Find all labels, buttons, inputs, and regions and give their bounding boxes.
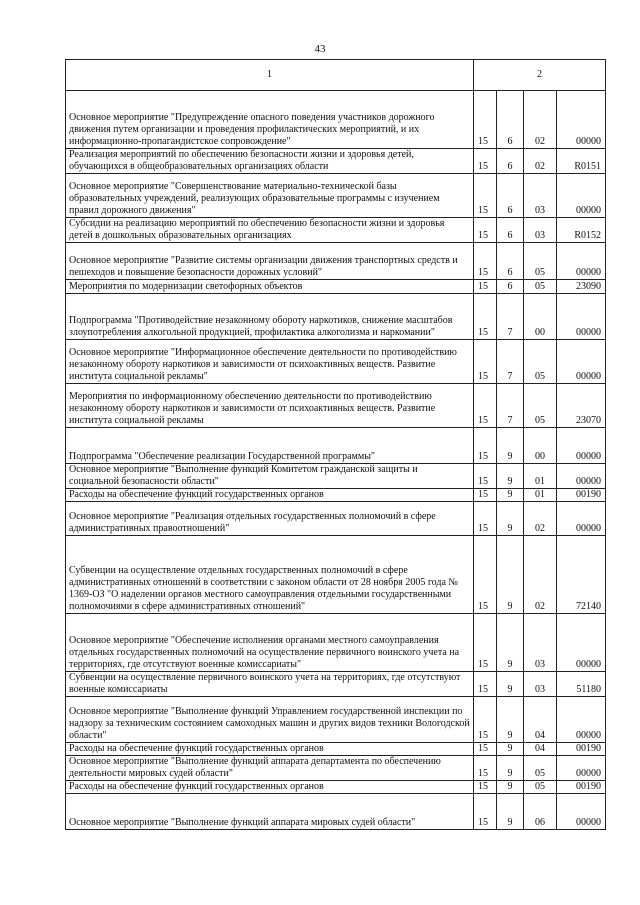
row-code-subprogram: 6 [497,149,524,174]
row-code-chapter: 15 [474,794,497,830]
row-name-cell: Основное мероприятие "Информационное обеспечение деятельности по противодействию незаконному обороту наркотиков и зависимости от психоактивных веществ. Развитие института социальной рекламы" [66,340,474,384]
row-code-subprogram: 6 [497,174,524,218]
row-code-subprogram: 7 [497,384,524,428]
row-code-chapter: 15 [474,340,497,384]
row-name-cell: Расходы на обеспечение функций государственных органов [66,781,474,794]
row-code-event: 02 [524,502,557,536]
row-code-direction: 00000 [557,464,606,489]
row-name-cell: Расходы на обеспечение функций государственных органов [66,489,474,502]
row-code-direction: 00000 [557,428,606,464]
row-code-direction: 00000 [557,340,606,384]
table-row [66,743,606,756]
row-code-event: 01 [524,489,557,502]
row-code-event: 02 [524,149,557,174]
header-column-1: 1 [66,60,474,91]
row-name-cell: Основное мероприятие "Совершенствование материально-технической базы образовательных учреждений, реализующих образовательные программы с изучением правил дорожного движения" [66,174,474,218]
row-code-subprogram: 9 [497,428,524,464]
row-name-cell: Субвенции на осуществление отдельных государственных полномочий в сфере административных отношений в соответствии с законом области от 28 ноября 2005 года № 1369-ОЗ "О наделении органов местного самоуправления отдельными государственными полномочиями в сфере административных отношений" [66,536,474,614]
table-row [66,489,606,502]
row-code-event: 00 [524,428,557,464]
row-code-subprogram: 9 [497,781,524,794]
row-code-event: 02 [524,91,557,149]
table-row [66,340,606,384]
row-name-cell: Подпрограмма "Противодействие незаконному обороту наркотиков, снижение масштабов злоупотребления алкогольной продукцией, профилактика алкоголизма и наркомании" [66,294,474,340]
row-code-chapter: 15 [474,294,497,340]
row-name-cell: Основное мероприятие "Выполнение функций аппарата мировых судей области" [66,794,474,830]
table-row [66,614,606,672]
row-code-direction: 00190 [557,781,606,794]
table-row [66,294,606,340]
table-row [66,756,606,781]
row-code-event: 06 [524,794,557,830]
row-code-event: 01 [524,464,557,489]
table-row [66,464,606,489]
row-code-subprogram: 6 [497,218,524,243]
table-row [66,384,606,428]
row-code-direction: 51180 [557,672,606,697]
table-row [66,672,606,697]
row-code-subprogram: 9 [497,756,524,781]
row-name-cell: Расходы на обеспечение функций государственных органов [66,743,474,756]
row-code-chapter: 15 [474,743,497,756]
row-code-event: 05 [524,756,557,781]
row-name-cell: Основное мероприятие "Развитие системы организации движения транспортных средств и пешеходов и повышение безопасности дорожных условий" [66,243,474,280]
row-code-direction: 00000 [557,697,606,743]
row-code-direction: 00190 [557,489,606,502]
page-number: 43 [314,43,326,55]
row-code-subprogram: 6 [497,280,524,294]
row-code-subprogram: 9 [497,614,524,672]
row-code-event: 05 [524,280,557,294]
row-code-chapter: 15 [474,756,497,781]
row-name-cell: Мероприятия по модернизации светофорных объектов [66,280,474,294]
row-code-chapter: 15 [474,781,497,794]
row-code-event: 05 [524,340,557,384]
table-row [66,174,606,218]
row-code-direction: 00190 [557,743,606,756]
table-row [66,428,606,464]
row-code-chapter: 15 [474,243,497,280]
table-row [66,280,606,294]
row-name-cell: Подпрограмма "Обеспечение реализации Государственной программы" [66,428,474,464]
row-code-subprogram: 9 [497,672,524,697]
row-code-event: 04 [524,697,557,743]
budget-classification-table [65,59,606,830]
table-row [66,149,606,174]
row-code-direction: R0152 [557,218,606,243]
row-code-chapter: 15 [474,280,497,294]
table-row [66,243,606,280]
header-column-2: 2 [474,60,606,91]
row-code-event: 03 [524,614,557,672]
row-code-subprogram: 9 [497,502,524,536]
row-name-cell: Основное мероприятие "Выполнение функций аппарата департамента по обеспечению деятельности мировых судей области" [66,756,474,781]
row-name-cell: Основное мероприятие "Обеспечение исполнения органами местного самоуправления отдельных государственных полномочий на осуществление первичного воинского учета на территориях, где отсутствуют военные комиссариаты" [66,614,474,672]
row-name-cell: Мероприятия по информационному обеспечению деятельности по противодействию незаконному обороту наркотиков и зависимости от психоактивных веществ. Развитие института социальной рекламы [66,384,474,428]
row-name-cell: Субсидии на реализацию мероприятий по обеспечению безопасности жизни и здоровья детей в дошкольных образовательных организациях [66,218,474,243]
table-row [66,502,606,536]
row-name-cell: Субвенции на осуществление первичного воинского учета на территориях, где отсутствуют военные комиссариаты [66,672,474,697]
row-name-cell: Реализация мероприятий по обеспечению безопасности жизни и здоровья детей, обучающихся в общеобразовательных организациях области [66,149,474,174]
row-code-direction: 23070 [557,384,606,428]
row-code-event: 05 [524,243,557,280]
row-code-event: 00 [524,294,557,340]
row-code-subprogram: 9 [497,489,524,502]
row-code-chapter: 15 [474,464,497,489]
row-code-subprogram: 9 [497,794,524,830]
row-code-direction: 00000 [557,614,606,672]
row-code-direction: 00000 [557,294,606,340]
row-code-chapter: 15 [474,174,497,218]
table-body [66,91,606,830]
row-code-event: 03 [524,174,557,218]
row-code-event: 03 [524,672,557,697]
row-code-subprogram: 6 [497,243,524,280]
row-code-direction: 00000 [557,756,606,781]
row-code-chapter: 15 [474,91,497,149]
row-name-cell: Основное мероприятие "Предупреждение опасного поведения участников дорожного движения путем организации и проведения профилактических мероприятий, и их информационно-пропагандистское сопровождение" [66,91,474,149]
row-code-chapter: 15 [474,384,497,428]
row-code-chapter: 15 [474,672,497,697]
row-name-cell: Основное мероприятие "Выполнение функций Управлением государственной инспекции по надзору за техническим состоянием самоходных машин и других видов техники Вологодской области" [66,697,474,743]
table-row [66,697,606,743]
row-code-direction: 00000 [557,91,606,149]
row-code-event: 05 [524,384,557,428]
row-code-direction: 72140 [557,536,606,614]
row-code-direction: R0151 [557,149,606,174]
table-header-row [66,60,606,91]
row-code-chapter: 15 [474,489,497,502]
row-code-chapter: 15 [474,149,497,174]
row-code-subprogram: 9 [497,536,524,614]
row-code-direction: 23090 [557,280,606,294]
row-code-subprogram: 7 [497,340,524,384]
row-code-direction: 00000 [557,174,606,218]
row-code-chapter: 15 [474,502,497,536]
table-row [66,536,606,614]
table-row [66,794,606,830]
row-code-chapter: 15 [474,218,497,243]
row-code-chapter: 15 [474,428,497,464]
row-name-cell: Основное мероприятие "Реализация отдельных государственных полномочий в сфере административных правоотношений" [66,502,474,536]
table-row [66,91,606,149]
row-code-event: 02 [524,536,557,614]
row-code-subprogram: 9 [497,464,524,489]
row-code-chapter: 15 [474,697,497,743]
table-row [66,781,606,794]
row-name-cell: Основное мероприятие "Выполнение функций Комитетом гражданской защиты и социальной безопасности области" [66,464,474,489]
row-code-event: 05 [524,781,557,794]
row-code-event: 03 [524,218,557,243]
row-code-subprogram: 9 [497,697,524,743]
row-code-subprogram: 7 [497,294,524,340]
row-code-subprogram: 9 [497,743,524,756]
row-code-chapter: 15 [474,614,497,672]
row-code-chapter: 15 [474,536,497,614]
row-code-direction: 00000 [557,794,606,830]
row-code-direction: 00000 [557,243,606,280]
row-code-direction: 00000 [557,502,606,536]
table-row [66,218,606,243]
row-code-event: 04 [524,743,557,756]
row-code-subprogram: 6 [497,91,524,149]
